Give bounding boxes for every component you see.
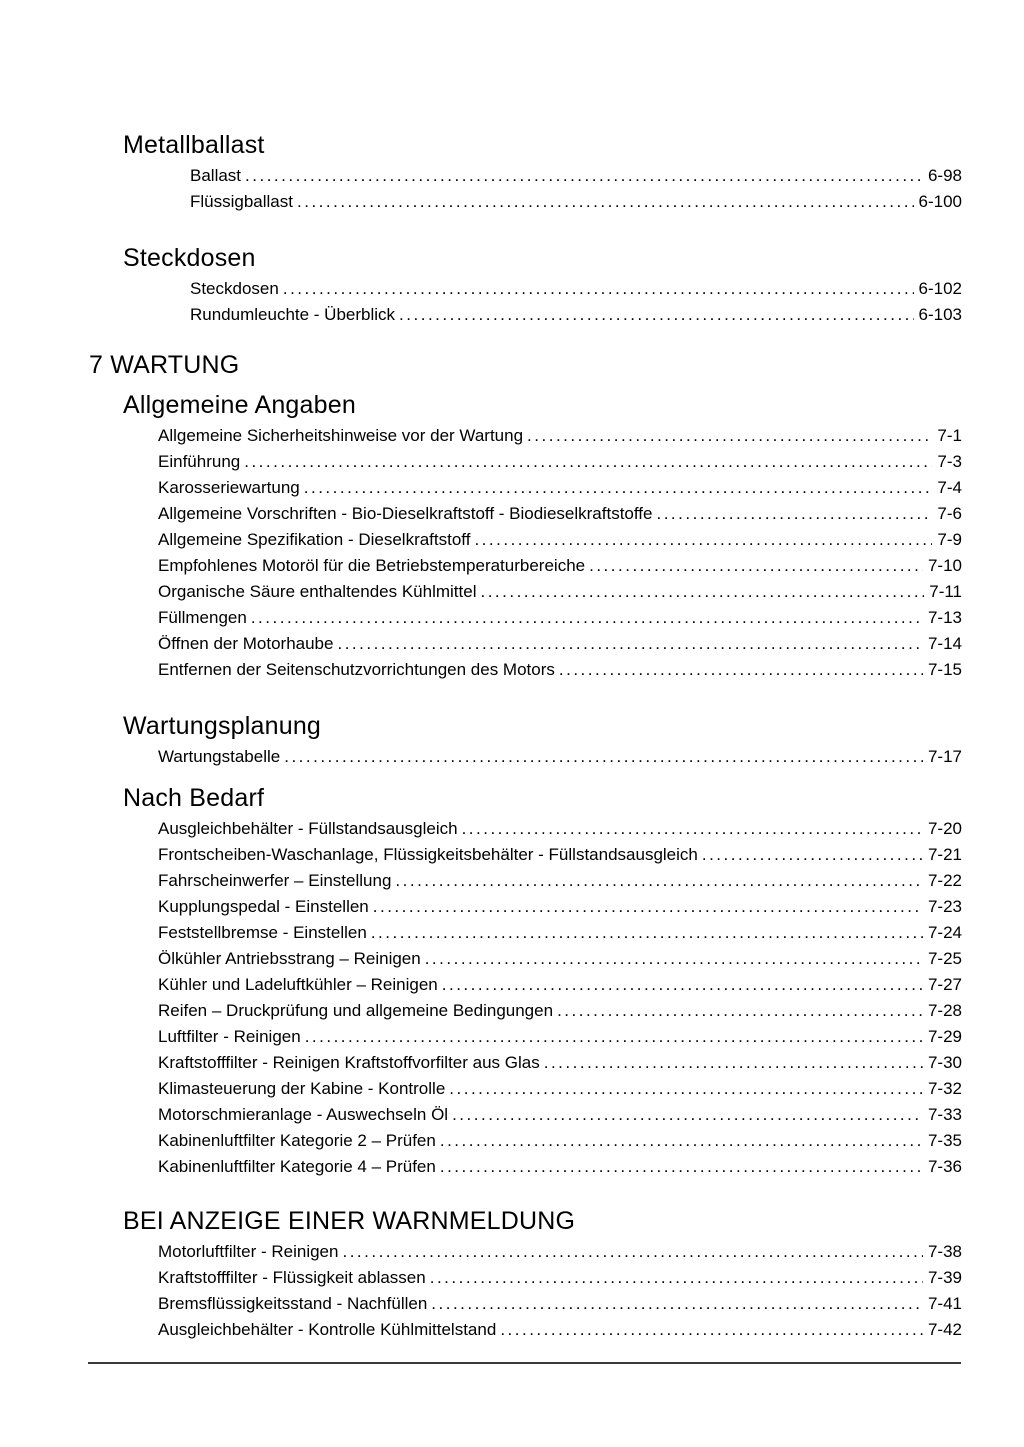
footer-rule: [88, 1362, 961, 1364]
toc-entry-list: [158, 1239, 962, 1343]
toc-entry-label: Kupplungspedal - Einstellen: [158, 897, 369, 916]
leader-dots: [559, 657, 923, 683]
toc-entry: [158, 605, 962, 631]
leader-dots: [656, 501, 932, 527]
toc-entry-label: Öffnen der Motorhaube: [158, 634, 334, 653]
toc-entry: [158, 1128, 962, 1154]
toc-entry: [190, 276, 962, 302]
toc-entry-label: Kraftstofffilter - Reinigen Kraftstoffvorfilter aus Glas: [158, 1053, 540, 1072]
toc-entry-label: Steckdosen: [190, 279, 279, 298]
toc-entry-label: Allgemeine Spezifikation - Dieselkraftstoff: [158, 530, 471, 549]
toc-entry-page: 7-33: [927, 1105, 962, 1124]
toc-entry: [158, 894, 962, 920]
leader-dots: [284, 744, 923, 770]
toc-entry-list: [190, 276, 962, 328]
leader-dots: [337, 631, 922, 657]
toc-entry: [190, 163, 962, 189]
leader-dots: [500, 1317, 923, 1343]
leader-dots: [342, 1239, 923, 1265]
toc-entry-label: Luftfilter - Reinigen: [158, 1027, 301, 1046]
leader-dots: [442, 972, 923, 998]
toc-section: [89, 390, 962, 683]
leader-dots: [399, 302, 913, 328]
toc-entry: [158, 631, 962, 657]
toc-entry-list: [190, 163, 962, 215]
leader-dots: [244, 449, 932, 475]
toc-entry: [158, 946, 962, 972]
toc-entry-page: 7-30: [927, 1053, 962, 1072]
toc-entry: [158, 744, 962, 770]
toc-blocks: [89, 130, 962, 1343]
toc-entry: [158, 972, 962, 998]
toc-entry-label: Allgemeine Vorschriften - Bio-Dieselkraftstoff - Biodieselkraftstoffe: [158, 504, 653, 523]
toc-entry-page: 6-102: [918, 279, 962, 298]
toc-entry: [158, 998, 962, 1024]
section-title: Nach Bedarf: [123, 784, 265, 812]
toc-entry-page: 7-14: [927, 634, 962, 653]
toc-entry-label: Wartungstabelle: [158, 747, 281, 766]
toc-entry-label: Karosseriewartung: [158, 478, 300, 497]
toc-entry: [158, 449, 962, 475]
toc-entry-page: 7-36: [927, 1157, 962, 1176]
toc-entry: [158, 1024, 962, 1050]
toc-entry-label: Einführung: [158, 452, 241, 471]
toc-entry-page: 7-22: [927, 871, 962, 890]
toc-entry-page: 6-98: [927, 166, 962, 185]
leader-dots: [557, 998, 923, 1024]
leader-dots: [297, 189, 914, 215]
toc-entry-page: 7-41: [927, 1294, 962, 1313]
toc-entry-label: Organische Säure enthaltendes Kühlmittel: [158, 582, 477, 601]
toc-entry-page: 7-27: [927, 975, 962, 994]
toc-entry-label: Fahrscheinwerfer – Einstellung: [158, 871, 392, 890]
toc-entry: [158, 1239, 962, 1265]
toc-entry: [158, 816, 962, 842]
leader-dots: [251, 605, 923, 631]
toc-entry-page: 7-15: [927, 660, 962, 679]
toc-entry: [158, 553, 962, 579]
leader-dots: [305, 1024, 923, 1050]
toc-entry-page: 7-1: [937, 426, 962, 445]
leader-dots: [440, 1128, 923, 1154]
leader-dots: [589, 553, 923, 579]
leader-dots: [430, 1265, 923, 1291]
toc-entry-page: 7-9: [937, 530, 962, 549]
leader-dots: [371, 920, 923, 946]
leader-dots: [440, 1154, 923, 1180]
toc-entry: [158, 1050, 962, 1076]
toc-entry-label: Ölkühler Antriebsstrang – Reinigen: [158, 949, 421, 968]
leader-dots: [702, 842, 923, 868]
toc-entry: [158, 527, 962, 553]
toc-section: [89, 783, 962, 1180]
toc-entry-label: Kabinenluftfilter Kategorie 2 – Prüfen: [158, 1131, 436, 1150]
toc-section: [89, 130, 962, 215]
toc-entry-label: Füllmengen: [158, 608, 247, 627]
section-title: Steckdosen: [123, 244, 256, 272]
leader-dots: [544, 1050, 923, 1076]
leader-dots: [395, 868, 923, 894]
toc-entry-label: Ausgleichbehälter - Kontrolle Kühlmittelstand: [158, 1320, 497, 1339]
section-title: Allgemeine Angaben: [123, 391, 356, 419]
toc-entry: [158, 423, 962, 449]
leader-dots: [304, 475, 933, 501]
toc-entry: [158, 1076, 962, 1102]
toc-entry-label: Frontscheiben-Waschanlage, Flüssigkeitsbehälter - Füllstandsausgleich: [158, 845, 698, 864]
toc-entry-page: 7-20: [927, 819, 962, 838]
toc-entry: [158, 475, 962, 501]
toc-entry-label: Kraftstofffilter - Flüssigkeit ablassen: [158, 1268, 426, 1287]
toc-entry-label: Kühler und Ladeluftkühler – Reinigen: [158, 975, 438, 994]
toc-entry-page: 7-17: [927, 747, 962, 766]
toc-entry-label: Rundumleuchte - Überblick: [190, 305, 396, 324]
toc-entry-page: 7-6: [937, 504, 962, 523]
toc-entry-label: Entfernen der Seitenschutzvorrichtungen des Motors: [158, 660, 555, 679]
toc-entry-page: 7-35: [927, 1131, 962, 1150]
toc-entry: [158, 1265, 962, 1291]
leader-dots: [431, 1291, 923, 1317]
toc-entry-label: Motorluftfilter - Reinigen: [158, 1242, 339, 1261]
toc-entry-page: 7-13: [927, 608, 962, 627]
toc-entry-page: 7-29: [927, 1027, 962, 1046]
toc-entry-label: Kabinenluftfilter Kategorie 4 – Prüfen: [158, 1157, 436, 1176]
leader-dots: [527, 423, 932, 449]
toc-entry-page: 7-24: [927, 923, 962, 942]
toc-entry-page: 7-11: [929, 582, 962, 601]
toc-entry-page: 7-38: [927, 1242, 962, 1261]
toc-entry-label: Flüssigballast: [190, 192, 293, 211]
toc-entry-page: 7-3: [937, 452, 962, 471]
toc-entry-page: 7-23: [927, 897, 962, 916]
toc-entry: [158, 1102, 962, 1128]
toc-entry: [158, 842, 962, 868]
toc-entry: [158, 501, 962, 527]
toc-entry-page: 7-28: [927, 1001, 962, 1020]
leader-dots: [452, 1102, 923, 1128]
toc-entry: [158, 1154, 962, 1180]
leader-dots: [449, 1076, 923, 1102]
toc-entry-label: Empfohlenes Motoröl für die Betriebstemperaturbereiche: [158, 556, 586, 575]
toc-entry-list: [158, 816, 962, 1180]
section-title: Wartungsplanung: [123, 712, 322, 740]
leader-dots: [245, 163, 923, 189]
leader-dots: [462, 816, 923, 842]
section-title: Metallballast: [123, 131, 265, 159]
toc-entry-list: [158, 744, 962, 770]
toc-entry: [190, 189, 962, 215]
toc-entry: [158, 1291, 962, 1317]
toc-entry-label: Bremsflüssigkeitsstand - Nachfüllen: [158, 1294, 428, 1313]
toc-entry-list: [158, 423, 962, 683]
toc-entry-page: 7-39: [927, 1268, 962, 1287]
toc-entry-page: 7-32: [927, 1079, 962, 1098]
leader-dots: [283, 276, 914, 302]
toc-entry-page: 7-42: [927, 1320, 962, 1339]
section-title: BEI ANZEIGE EINER WARNMELDUNG: [123, 1207, 576, 1235]
toc-entry-page: 7-10: [927, 556, 962, 575]
toc-entry: [158, 657, 962, 683]
toc-entry-label: Klimasteuerung der Kabine - Kontrolle: [158, 1079, 446, 1098]
leader-dots: [474, 527, 932, 553]
toc-entry: [158, 579, 962, 605]
toc-entry: [158, 1317, 962, 1343]
leader-dots: [373, 894, 923, 920]
toc-entry-label: Ausgleichbehälter - Füllstandsausgleich: [158, 819, 458, 838]
toc-entry-page: 7-25: [927, 949, 962, 968]
leader-dots: [425, 946, 923, 972]
toc-entry-label: Reifen – Druckprüfung und allgemeine Bedingungen: [158, 1001, 554, 1020]
toc-entry-label: Motorschmieranlage - Auswechseln Öl: [158, 1105, 449, 1124]
toc-section: [89, 1206, 962, 1343]
toc-entry-page: 7-4: [937, 478, 962, 497]
toc-entry-page: 6-103: [918, 305, 962, 324]
leader-dots: [480, 579, 924, 605]
toc-entry-label: Feststellbremse - Einstellen: [158, 923, 367, 942]
toc-entry-page: 6-100: [918, 192, 962, 211]
toc-entry: [158, 868, 962, 894]
toc-entry-label: Allgemeine Sicherheitshinweise vor der Wartung: [158, 426, 524, 445]
toc-entry-label: Ballast: [190, 166, 242, 185]
chapter-heading: 7 WARTUNG: [89, 351, 240, 379]
toc-section: [89, 243, 962, 328]
toc-entry: [190, 302, 962, 328]
toc-entry-page: 7-21: [927, 845, 962, 864]
toc-section: [89, 711, 962, 770]
toc-entry: [158, 920, 962, 946]
